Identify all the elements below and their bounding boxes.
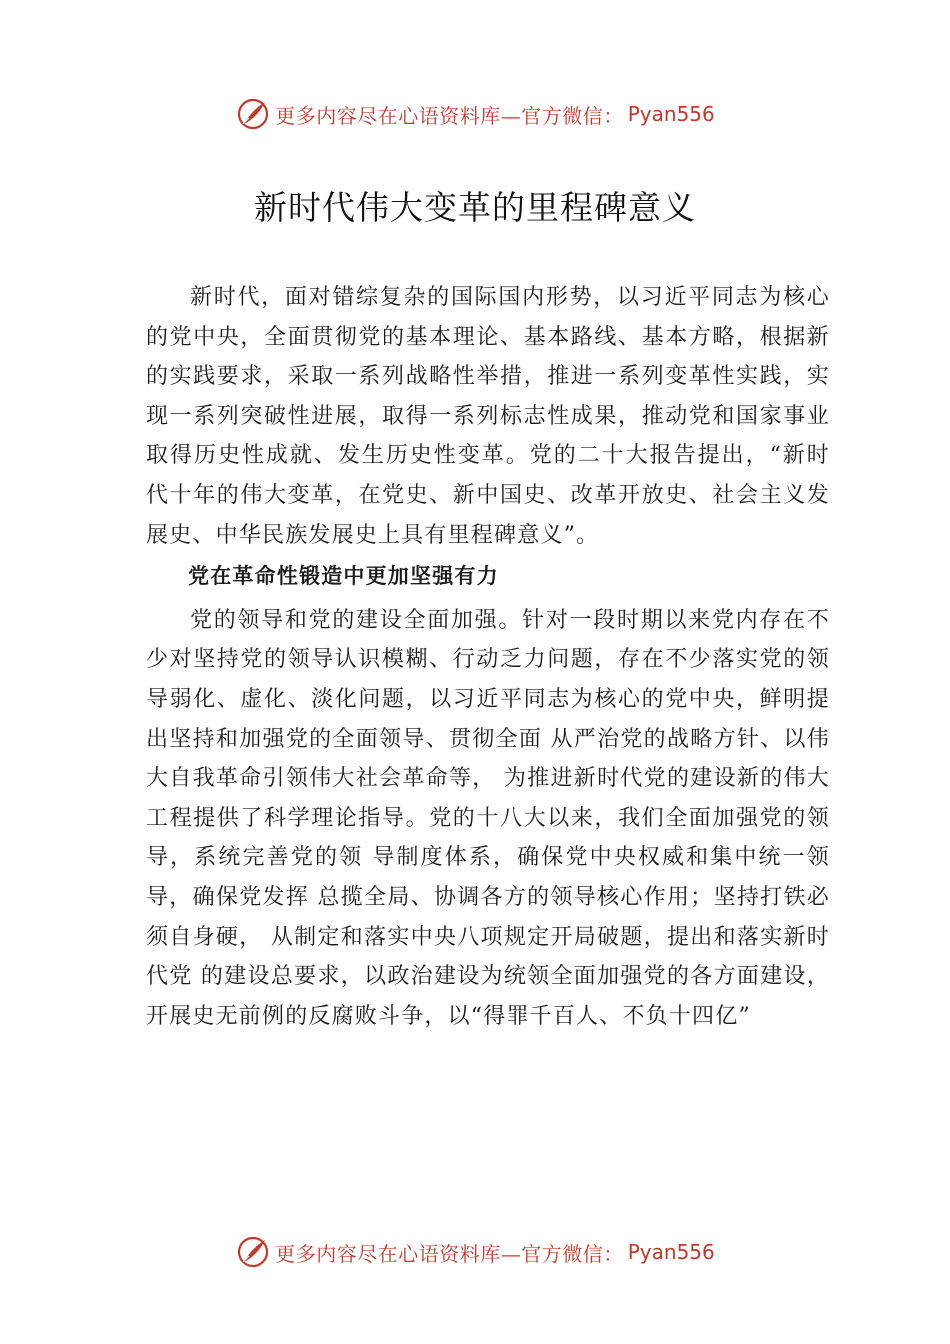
quill-pen-logo-icon: [235, 96, 271, 132]
footer-banner: [0, 1232, 950, 1272]
wechat-id: Pyan556: [627, 102, 715, 126]
banner-content: [235, 1234, 715, 1270]
banner-text: 更多内容尽在心语资料库—官方微信：: [275, 1241, 624, 1266]
intro-paragraph: 新时代，面对错综复杂的国际国内形势，以习近平同志为核心的党中央，全面贯彻党的基本理论、基本路线、基本方略，根据新的实践要求，采取一系列战略性举措，推进一系列变革性实践，实现一系列突破性进展，取得一系列标志性成果，推动党和国家事业取得历史性成就、发生历史性变革。党的二十大报告提出，“新时代十年的伟大变革，在党史、新中国史、改革开放史、社会主义发展史、中华民族发展史上具有里程碑意义”。: [146, 285, 830, 548]
header-banner: [0, 94, 950, 134]
banner-content: [235, 96, 715, 132]
wechat-id: Pyan556: [627, 1240, 715, 1264]
document-title: 新时代伟大变革的里程碑意义: [254, 188, 696, 227]
banner-text: 更多内容尽在心语资料库—官方微信：: [275, 103, 624, 128]
document-body: [146, 278, 830, 1036]
body-paragraph: 党的领导和党的建设全面加强。针对一段时期以来党内存在不少对坚持党的领导认识模糊、行动乏力问题，存在不少落实党的领导弱化、虚化、淡化问题，以习近平同志为核心的党中央，鲜明提出坚持和加强党的全面领导、贯彻全面 从严治党的战略方针、以伟大自我革命引领伟大社会革命等， 为推进新时代党的建设新的伟大工程提供了科学理论指导。党的十八大以来，我们全面加强党的领导，系统完善党的领 导制度体系，确保党中央权威和集中统一领导，确保党发挥 总揽全局、协调各方的领导核心作用；坚持打铁必须自身硬， 从制定和落实中央八项规定开局破题，提出和落实新时代党 的建设总要求，以政治建设为统领全面加强党的各方面建设， 开展史无前例的反腐败斗争，以“得罪千百人、不负十四亿”: [146, 607, 830, 1029]
quill-pen-logo-icon: [235, 1234, 271, 1270]
section-heading: 党在革命性锻造中更加坚强有力: [188, 564, 499, 589]
